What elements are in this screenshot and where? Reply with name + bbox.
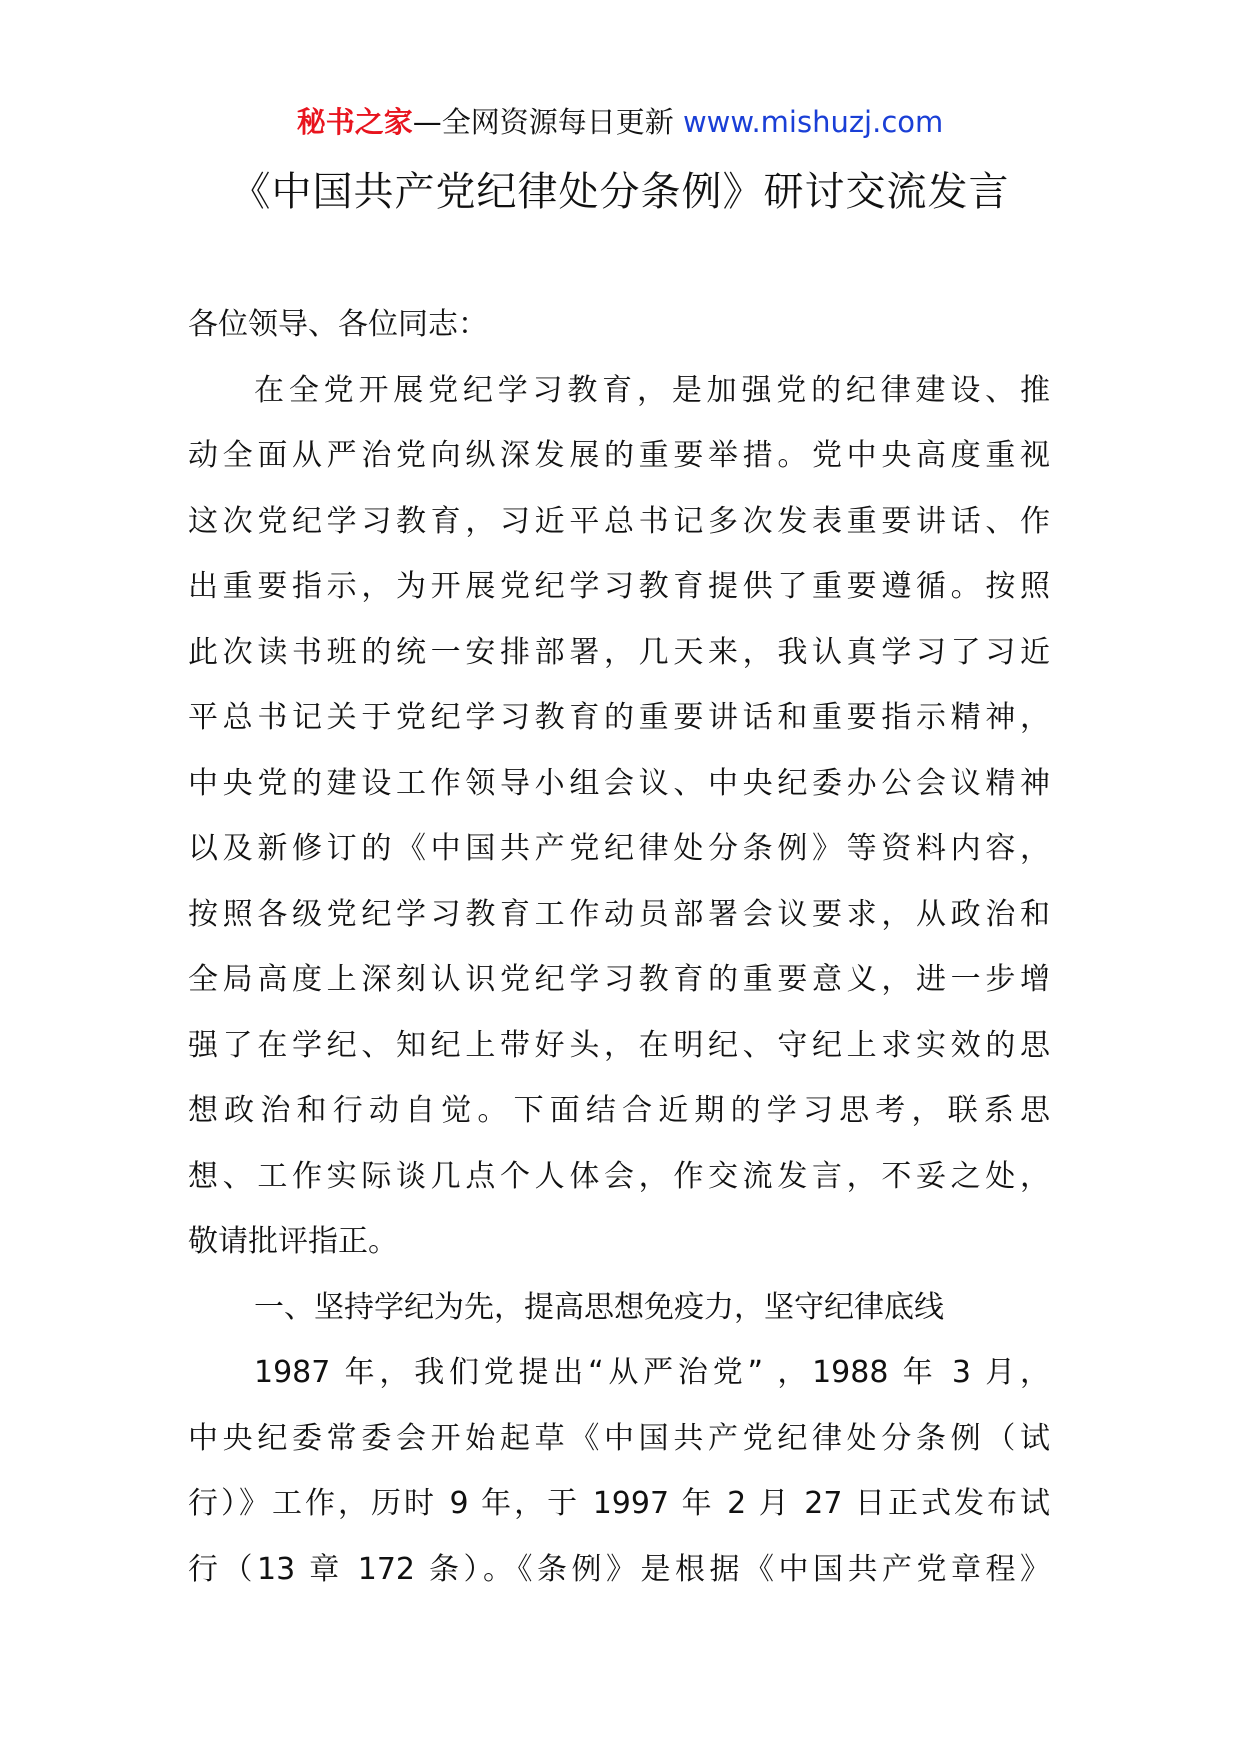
paragraph-line: 强了在学纪、知纪上带好头，在明纪、守纪上求实效的思	[188, 1027, 1050, 1063]
paragraph-line: 以及新修订的《中国共产党纪律处分条例》等资料内容，	[188, 831, 1050, 866]
paragraph-line: 这次党纪学习教育，习近平总书记多次发表重要讲话、作	[188, 503, 1050, 539]
header-slogan: —全网资源每日更新	[412, 105, 683, 139]
site-header	[0, 100, 1240, 144]
paragraph-line: 中央党的建设工作领导小组会议、中央纪委办公会议精神	[188, 765, 1050, 801]
paragraph-line: 行（13 章 172 条）。《条例》是根据《中国共产党章程》	[188, 1551, 1050, 1587]
document-title: 《中国共产党纪律处分条例》研讨交流发言	[230, 169, 1010, 215]
paragraph-line: 全局高度上深刻认识党纪学习教育的重要意义，进一步增	[188, 962, 1050, 997]
paragraph-line: 1987 年，我们党提出“从严治党” ，1988 年 3 月，	[254, 1355, 1050, 1390]
paragraph-line: 按照各级党纪学习教育工作动员部署会议要求，从政治和	[188, 896, 1050, 932]
paragraph-line: 平总书记关于党纪学习教育的重要讲话和重要指示精神，	[188, 700, 1050, 735]
paragraph-line: 行）》工作，历时 9 年，于 1997 年 2 月 27 日正式发布试	[188, 1486, 1050, 1521]
site-url-link[interactable]: www.mishuzj.com	[682, 105, 944, 139]
paragraph-line: 中央纪委常委会开始起草《中国共产党纪律处分条例（试	[188, 1420, 1050, 1456]
paragraph-line: 此次读书班的统一安排部署，几天来，我认真学习了习近	[188, 634, 1050, 670]
paragraph-line: 想政治和行动自觉。下面结合近期的学习思考，联系思	[188, 1093, 1050, 1128]
paragraph-line: 动全面从严治党向纵深发展的重要举措。党中央高度重视	[188, 438, 1050, 473]
paragraph-line: 想、工作实际谈几点个人体会，作交流发言，不妥之处，	[188, 1158, 1050, 1194]
paragraph-line: 敬请批评指正。	[188, 1224, 398, 1259]
section-heading: 一、坚持学纪为先，提高思想免疫力，坚守纪律底线	[254, 1290, 944, 1324]
document-body	[188, 292, 1050, 1602]
paragraph-line: 在全党开展党纪学习教育，是加强党的纪律建设、推	[254, 372, 1050, 408]
paragraph-line: 出重要指示，为开展党纪学习教育提供了重要遵循。按照	[188, 569, 1050, 604]
brand-name: 秘书之家	[296, 105, 413, 139]
salutation: 各位领导、各位同志：	[188, 307, 488, 342]
